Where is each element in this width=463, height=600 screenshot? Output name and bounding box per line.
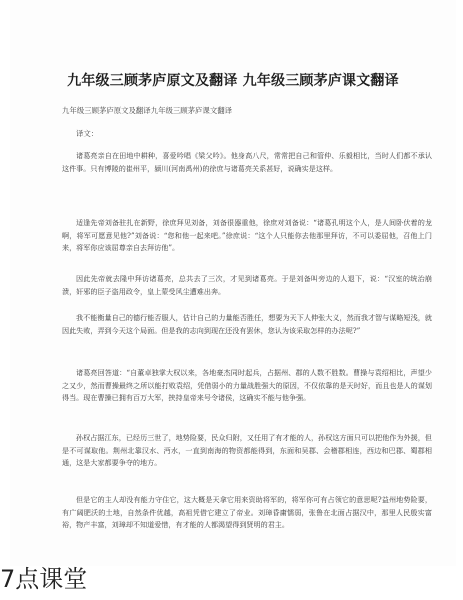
paragraph-6: 孙权占据江东，已经历三世了，地势险要，民众归附，又任用了有才能的人，孙权这方面只可以把他作为外援，但是不可谋取他。荆州北靠汉水、沔水，一直到南海的物资都能得到，东面和吴郡、会稽郡相连，西边和巴郡、蜀郡相通，这是大家都要争夺的地方。: [62, 433, 432, 468]
translation-label: 译文：: [76, 129, 99, 138]
paragraph-2: 适逢先帝刘备驻扎在新野，徐庶拜见刘备，刘备很器重他，徐庶对刘备说：“诸葛孔明这个人，是人间卧伏着的龙啊，将军可愿意见他?”刘备说：“您和他一起来吧。”徐庶说：“这个人只能你去他那里拜访，不可以委屈他，召他上门来，将军你应该屈尊亲自去拜访他”。: [62, 218, 432, 253]
paragraph-4: 我不能衡量自己的德行能否服人，估计自己的力量能否胜任，想要为天下人伸张大义，然而我才智与谋略短浅，就因此失败，弄到今天这个局面。但是我的志向到现在还没有罢休，您认为该采取怎样的办法呢?”: [62, 313, 432, 335]
brand-watermark: 7点课堂: [0, 565, 88, 593]
paragraph-7: 但是它的主人却没有能力守住它，这大概是天拿它用来资助将军的，将军你可有占领它的意思呢?益州地势险要，有广阔肥沃的土地，自然条件优越，高祖凭借它建立了帝业。刘璋昏庸懦弱，张鲁在北面占据汉中，那里人民殷实富裕，物产丰富，刘璋却不知道爱惜，有才能的人都渴望得到贤明的君主。: [62, 495, 432, 530]
document-page: [10, 0, 456, 566]
document-title: 九年级三顾茅庐原文及翻译 九年级三顾茅庐课文翻译: [67, 73, 399, 89]
paragraph-1: 诸葛亮亲自在田地中耕种，喜爱吟唱《梁父吟》。他身高八尺，常常把自己和管仲、乐毅相比，当时人们都不承认这件事。只有博陵的崔州平，颍川(河南禹州)的徐庶与诸葛亮关系甚好，说确实是这样。: [62, 151, 432, 173]
paragraph-3: 因此先帝就去隆中拜访诸葛亮，总共去了三次，才见到诸葛亮。于是刘备叫旁边的人退下，说：“汉室的统治崩溃，奸邪的臣子盗用政令，皇上蒙受风尘遭难出奔。: [62, 274, 432, 296]
paragraph-5: 诸葛亮回答道：“自董卓独掌大权以来，各地豪杰同时起兵，占据州、郡的人数不胜数。曹操与袁绍相比，声望少之又少，然而曹操最终之所以能打败袁绍，凭借弱小的力量战胜强大的原因，不仅依靠的是天时好，而且也是人的谋划得当。现在曹操已拥有百万大军，挟持皇帝来号令诸侯，这确实不能与他争强。: [62, 368, 432, 403]
document-subtitle: 九年级三顾茅庐原文及翻译九年级三顾茅庐课文翻译: [62, 106, 232, 115]
